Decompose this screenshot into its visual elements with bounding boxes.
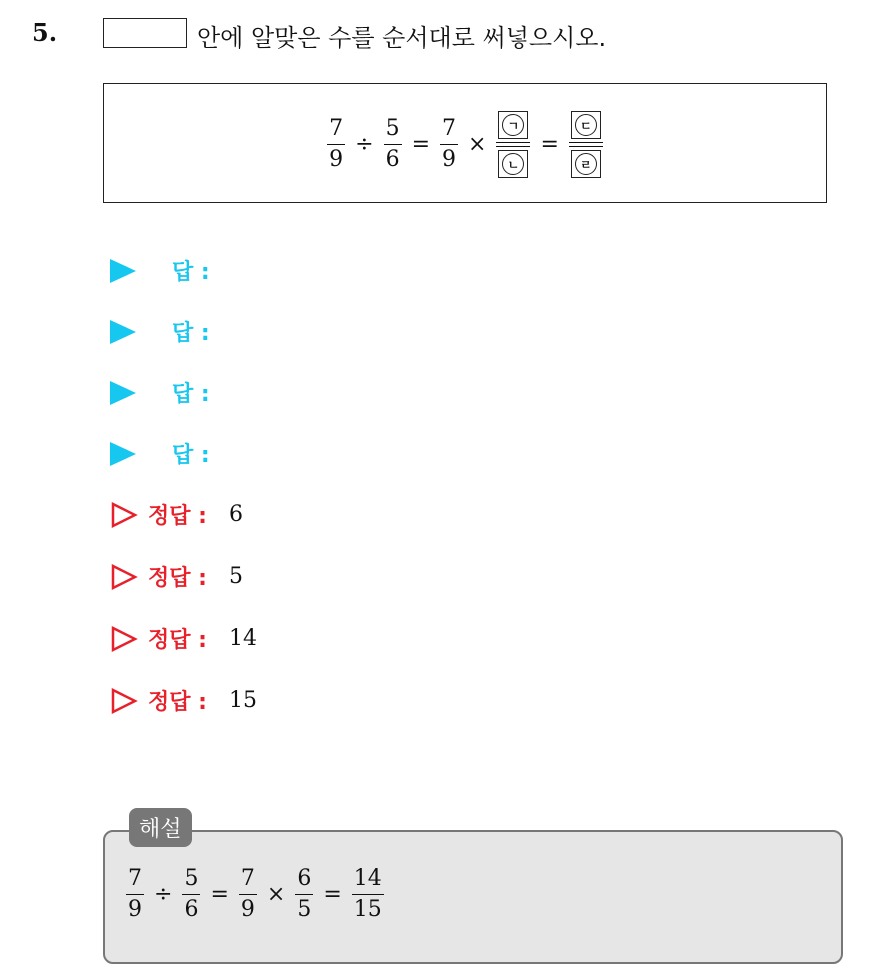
times-sign: × (468, 132, 487, 157)
fraction-bar (440, 144, 458, 145)
fraction (352, 866, 384, 923)
double-fraction-bar (496, 142, 530, 147)
fraction-7-9-b (440, 116, 458, 173)
fraction-bar (239, 894, 257, 895)
equals-sign: = (411, 132, 430, 157)
numerator: 5 (385, 116, 400, 141)
fraction-7-9 (327, 116, 345, 173)
solution-label: 정답 : (148, 690, 207, 715)
denominator: 9 (128, 897, 142, 922)
solution-label: 정답 : (148, 628, 207, 653)
blank-box-giyeok (498, 111, 528, 139)
solution-value: 5 (228, 564, 243, 589)
denominator: 5 (297, 897, 312, 922)
solution-row (110, 499, 243, 530)
solution-row (110, 561, 243, 592)
explanation-equation (122, 866, 388, 923)
filled-triangle-icon (110, 442, 136, 466)
circled-label: ㄱ (502, 114, 524, 136)
denominator: 15 (353, 897, 382, 922)
blank-box-nieun (498, 150, 528, 178)
solution-label: 정답 : (148, 504, 207, 529)
answer-label: 답 : (172, 382, 210, 407)
fraction-5-6 (384, 116, 402, 173)
circled-label: ㄴ (502, 153, 524, 175)
answer-row (110, 316, 210, 347)
equals-sign: = (323, 882, 342, 907)
answer-row (110, 377, 210, 408)
solution-row (110, 623, 257, 654)
outline-triangle-icon (110, 625, 138, 653)
divide-sign: ÷ (355, 132, 374, 157)
answer-label: 답 : (172, 260, 210, 285)
answer-row (110, 438, 210, 469)
numerator: 6 (297, 866, 312, 891)
question-number: 5. (32, 18, 58, 47)
fraction-bar (126, 894, 144, 895)
solution-value: 6 (228, 502, 243, 527)
blank-box (103, 18, 187, 48)
denominator: 6 (184, 897, 199, 922)
fraction (126, 866, 144, 923)
equals-sign: = (540, 132, 559, 157)
equation-box (103, 83, 827, 203)
numerator: 7 (442, 116, 456, 141)
blank-fraction-2 (569, 110, 603, 179)
equals-sign: = (210, 882, 229, 907)
solution-value: 15 (228, 688, 257, 713)
double-fraction-bar (569, 142, 603, 147)
circled-label: ㄷ (575, 114, 597, 136)
fraction (182, 866, 200, 923)
outline-triangle-icon (110, 563, 138, 591)
filled-triangle-icon (110, 320, 136, 344)
answer-row (110, 255, 210, 286)
fraction (295, 866, 313, 923)
solution-row (110, 685, 257, 716)
fraction (239, 866, 257, 923)
outline-triangle-icon (110, 501, 138, 529)
times-sign: × (266, 882, 286, 907)
solution-label: 정답 : (148, 566, 207, 591)
denominator: 9 (442, 147, 456, 172)
explanation-tag: 해설 (129, 808, 192, 847)
blank-box-digeut (571, 111, 601, 139)
denominator: 9 (329, 147, 344, 172)
answer-label: 답 : (172, 321, 210, 346)
answer-label: 답 : (172, 443, 210, 468)
filled-triangle-icon (110, 381, 136, 405)
outline-triangle-icon (110, 687, 138, 715)
numerator: 7 (240, 866, 255, 891)
filled-triangle-icon (110, 259, 136, 283)
fraction-bar (327, 144, 345, 145)
equation (104, 110, 826, 179)
question-text: 안에 알맞은 수를 순서대로 써넣으시오. (197, 24, 607, 52)
fraction-bar (182, 894, 200, 895)
blank-fraction-1 (496, 110, 530, 179)
denominator: 9 (240, 897, 255, 922)
numerator: 14 (353, 866, 382, 891)
fraction-bar (384, 144, 402, 145)
fraction-bar (352, 894, 384, 895)
numerator: 5 (184, 866, 199, 891)
divide-sign: ÷ (154, 882, 173, 907)
solution-value: 14 (228, 626, 257, 651)
numerator: 7 (329, 116, 344, 141)
blank-box-rieul (571, 150, 601, 178)
fraction-bar (295, 894, 313, 895)
circled-label: ㄹ (575, 153, 597, 175)
denominator: 6 (385, 147, 400, 172)
numerator: 7 (128, 866, 142, 891)
